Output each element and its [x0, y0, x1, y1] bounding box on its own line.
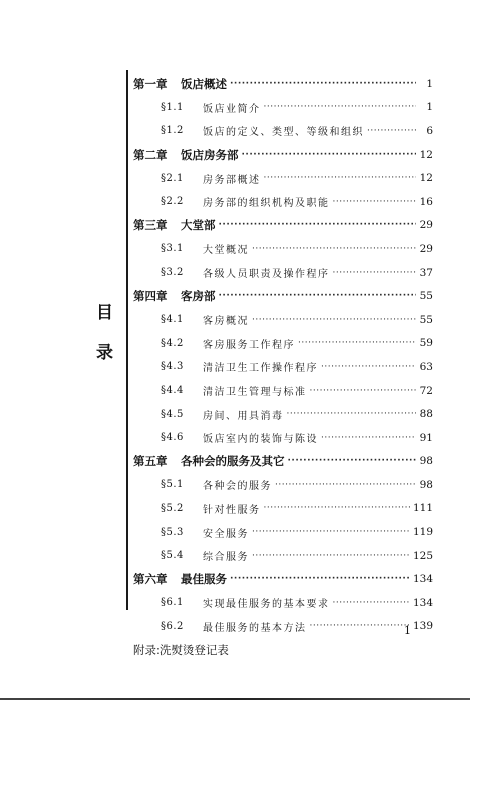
section-title: 房务部的组织机构及职能 [203, 198, 330, 210]
section-number: §5.4 [161, 550, 184, 562]
section-title: 客房概况 [203, 316, 249, 328]
toc-chapter-row [133, 143, 433, 167]
leader-dots [367, 126, 416, 136]
section-title: 实现最佳服务的基本要求 [203, 599, 330, 611]
toc-section-row [133, 332, 433, 356]
toc-section-row [133, 615, 433, 639]
chapter-title: 饭店房务部 [181, 147, 239, 162]
leader-dots [264, 503, 410, 513]
toc-page-number: 29 [419, 242, 433, 255]
toc-section-row [133, 237, 433, 261]
leader-dots [242, 150, 417, 160]
chapter-title: 饭店概述 [181, 76, 227, 91]
section-number: §4.2 [161, 337, 184, 349]
chapter-number: 第五章 [133, 454, 168, 469]
leader-dots [333, 268, 417, 278]
section-title: 清洁卫生管理与标准 [203, 387, 307, 399]
section-number: §3.1 [161, 243, 184, 255]
toc-page-number: 98 [419, 455, 433, 468]
section-title: 饭店业简介 [203, 103, 261, 115]
toc-page-number: 1 [426, 101, 433, 114]
toc-page-number: 88 [419, 408, 433, 421]
bottom-rule [0, 698, 470, 700]
leader-dots [252, 527, 410, 537]
toc-page-number: 55 [419, 290, 433, 303]
toc-page-number: 55 [419, 313, 433, 326]
section-title: 各级人员职责及操作程序 [203, 269, 330, 281]
section-number: §4.1 [161, 314, 184, 326]
section-title: 综合服务 [203, 552, 249, 564]
leader-dots [230, 574, 410, 584]
toc-page-number: 12 [419, 148, 433, 161]
toc-page-number: 98 [419, 478, 433, 491]
toc-page-number: 119 [412, 526, 433, 539]
toc-chapter-row [133, 214, 433, 238]
chapter-number: 第二章 [133, 147, 168, 162]
page-number: 1 [404, 624, 411, 637]
section-number: §5.3 [161, 526, 184, 538]
toc-page-number: 37 [419, 266, 433, 279]
chapter-number: 第六章 [133, 572, 168, 587]
section-number: §4.3 [161, 361, 184, 373]
leader-dots [333, 197, 417, 207]
leader-dots [310, 621, 410, 631]
toc-section-row [133, 190, 433, 214]
toc-page-number: 111 [412, 502, 433, 515]
chapter-title: 大堂部 [181, 218, 216, 233]
toc-heading-char-1: 目 [96, 303, 113, 323]
toc-page-number: 16 [419, 195, 433, 208]
chapter-title: 最佳服务 [181, 572, 227, 587]
leader-dots [252, 551, 410, 561]
section-title: 各种会的服务 [203, 481, 272, 493]
toc-page-number: 29 [419, 219, 433, 232]
leader-dots [230, 79, 416, 89]
toc-section-row [133, 591, 433, 615]
table-of-contents [133, 72, 433, 662]
section-number: §4.5 [161, 408, 184, 420]
section-title: 饭店室内的装饰与陈设 [203, 434, 318, 446]
section-number: §3.2 [161, 267, 184, 279]
leader-dots [321, 362, 416, 372]
leader-dots [321, 433, 416, 443]
toc-section-row [133, 497, 433, 521]
leader-dots [219, 291, 417, 301]
section-title: 安全服务 [203, 528, 249, 540]
chapter-number: 第一章 [133, 76, 168, 91]
toc-page-number: 91 [419, 431, 433, 444]
toc-chapter-row [133, 72, 433, 96]
section-number: §6.1 [161, 597, 184, 609]
leader-dots [275, 480, 416, 490]
toc-chapter-row [133, 450, 433, 474]
section-title: 针对性服务 [203, 504, 261, 516]
section-number: §6.2 [161, 620, 184, 632]
chapter-number: 第四章 [133, 289, 168, 304]
toc-section-row [133, 520, 433, 544]
leader-dots [288, 456, 417, 466]
section-title: 客房服务工作程序 [203, 339, 295, 351]
leader-dots [264, 173, 417, 183]
section-number: §5.1 [161, 479, 184, 491]
toc-section-row [133, 379, 433, 403]
chapter-title: 客房部 [181, 289, 216, 304]
toc-appendix-row: 附录:洗熨烫登记表 [133, 643, 229, 658]
toc-section-row [133, 544, 433, 568]
toc-page-number: 134 [412, 596, 433, 609]
section-number: §4.6 [161, 432, 184, 444]
toc-section-row [133, 261, 433, 285]
section-title: 最佳服务的基本方法 [203, 622, 307, 634]
toc-section-row [133, 308, 433, 332]
leader-dots [219, 220, 417, 230]
toc-section-row [133, 473, 433, 497]
toc-section-row [133, 426, 433, 450]
toc-section-row [133, 166, 433, 190]
toc-page-number: 59 [419, 337, 433, 350]
toc-chapter-row [133, 567, 433, 591]
toc-section-row [133, 119, 433, 143]
leader-dots [264, 102, 417, 112]
leader-dots [252, 315, 416, 325]
toc-page-number: 12 [419, 172, 433, 185]
section-number: §2.1 [161, 172, 184, 184]
section-title: 大堂概况 [203, 245, 249, 257]
toc-page-number: 134 [412, 573, 433, 586]
toc-section-row [133, 402, 433, 426]
section-title: 房务部概述 [203, 174, 261, 186]
leader-dots [310, 386, 417, 396]
leader-dots [298, 338, 416, 348]
toc-page-number: 139 [412, 620, 433, 633]
section-number: §1.1 [161, 101, 184, 113]
chapter-number: 第三章 [133, 218, 168, 233]
section-number: §4.4 [161, 385, 184, 397]
chapter-title: 各种会的服务及其它 [181, 454, 285, 469]
toc-page-number: 72 [419, 384, 433, 397]
toc-heading-char-2: 录 [96, 343, 113, 363]
section-title: 房间、用具消毒 [203, 410, 284, 422]
toc-section-row [133, 355, 433, 379]
leader-dots [252, 244, 416, 254]
section-title: 饭店的定义、类型、等级和组织 [203, 127, 364, 139]
vertical-rule [126, 70, 128, 610]
toc-chapter-row [133, 284, 433, 308]
toc-section-row [133, 96, 433, 120]
toc-page-number: 125 [412, 549, 433, 562]
section-number: §5.2 [161, 502, 184, 514]
leader-dots [287, 409, 417, 419]
toc-page-number: 1 [426, 77, 433, 90]
section-number: §1.2 [161, 125, 184, 137]
toc-page-number: 63 [419, 360, 433, 373]
toc-page-number: 6 [426, 124, 433, 137]
section-title: 清洁卫生工作操作程序 [203, 363, 318, 375]
leader-dots [333, 598, 410, 608]
section-number: §2.2 [161, 196, 184, 208]
